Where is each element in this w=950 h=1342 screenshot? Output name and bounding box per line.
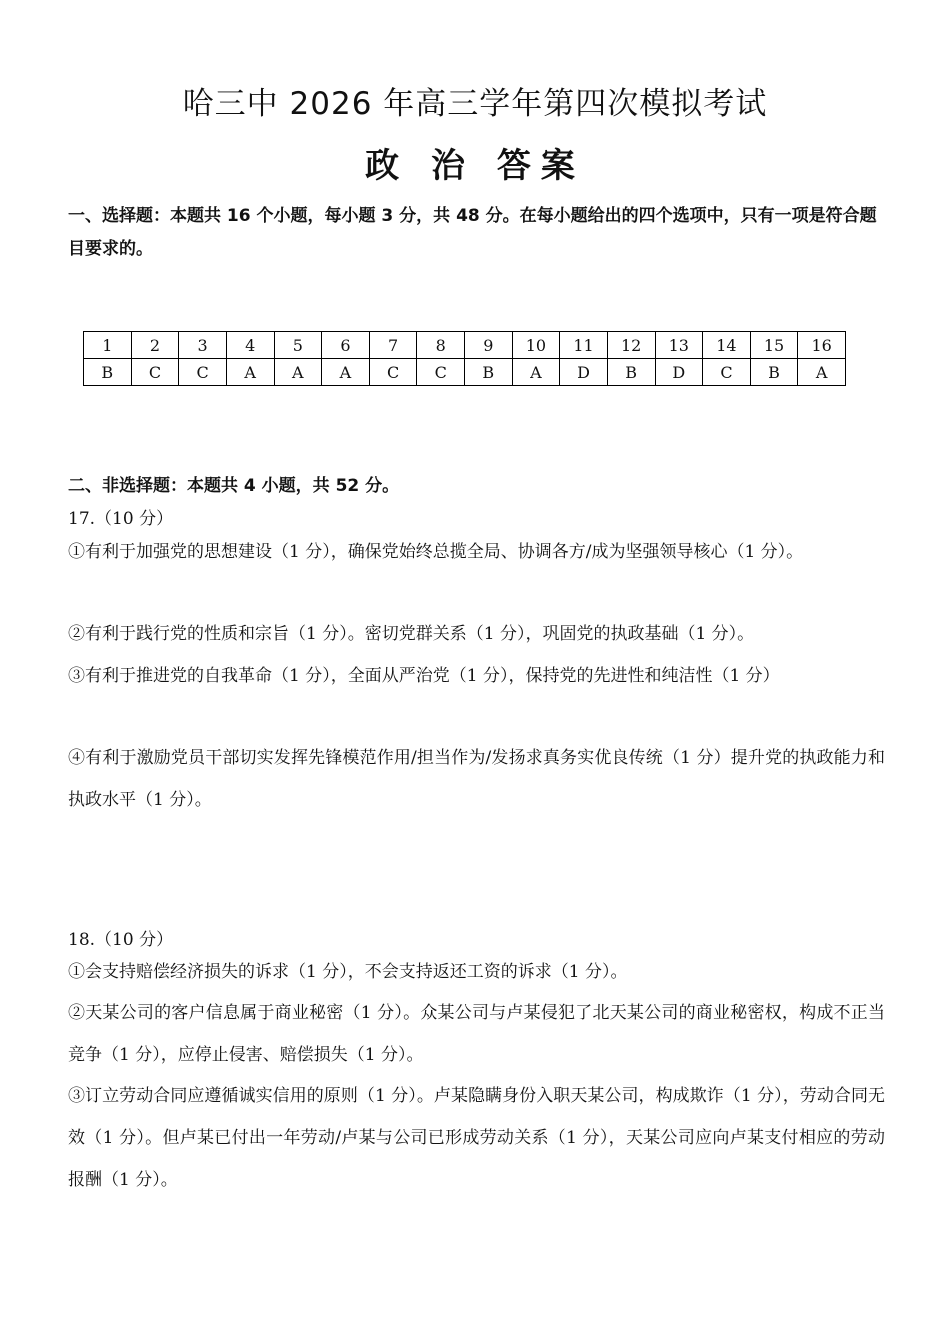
question-number-cell: 9 xyxy=(465,332,513,359)
question-18-point-1: ①会支持赔偿经济损失的诉求（1 分），不会支持返还工资的诉求（1 分）。 xyxy=(68,962,628,982)
question-17-point-4: ④有利于激励党员干部切实发挥先锋模范作用/担当作为/发扬求真务实优良传统（1 分）提升党的执政能力和执政水平（1 分）。 xyxy=(68,748,885,810)
question-number-cell: 13 xyxy=(655,332,703,359)
answer-cell: A xyxy=(512,359,560,386)
page-title: 哈三中 2026 年高三学年第四次模拟考试 xyxy=(182,86,768,122)
question-17-heading: 17.（10 分） xyxy=(68,509,174,529)
section-1-heading: 一、选择题：本题共 16 个小题，每小题 3 分，共 48 分。在每小题给出的四个选项中，只有一项是符合题目要求的。 xyxy=(68,206,877,259)
answer-cell: C xyxy=(417,359,465,386)
answer-cell: C xyxy=(179,359,227,386)
question-18-point-2: ②天某公司的客户信息属于商业秘密（1 分）。众某公司与卢某侵犯了北天某公司的商业秘密权，构成不正当竞争（1 分），应停止侵害、赔偿损失（1 分）。 xyxy=(68,1003,885,1065)
answer-cell: C xyxy=(131,359,179,386)
question-18-point-3: ③订立劳动合同应遵循诚实信用的原则（1 分）。卢某隐瞒身份入职天某公司，构成欺诈（1 分），劳动合同无效（1 分）。但卢某已付出一年劳动/卢某与公司已形成劳动关系（1 分），天某公司应向卢某支付相应的劳动报酬（1 分）。 xyxy=(68,1086,885,1190)
question-number-cell: 5 xyxy=(274,332,322,359)
answer-cell: C xyxy=(703,359,751,386)
question-number-cell: 3 xyxy=(179,332,227,359)
section-2-heading: 二、非选择题：本题共 4 小题，共 52 分。 xyxy=(68,476,400,496)
question-18-heading: 18.（10 分） xyxy=(68,930,174,950)
answer-cell: B xyxy=(607,359,655,386)
answer-cell: A xyxy=(322,359,370,386)
question-number-cell: 11 xyxy=(560,332,608,359)
answer-table-answer-row xyxy=(84,359,846,386)
answer-cell: B xyxy=(750,359,798,386)
question-number-cell: 4 xyxy=(226,332,274,359)
question-number-cell: 12 xyxy=(607,332,655,359)
answer-cell: A xyxy=(798,359,846,386)
question-number-cell: 2 xyxy=(131,332,179,359)
question-number-cell: 1 xyxy=(84,332,132,359)
question-17-point-2: ②有利于践行党的性质和宗旨（1 分）。密切党群关系（1 分），巩固党的执政基础（1 分）。 xyxy=(68,624,755,644)
page-subtitle: 政 治 答案 xyxy=(365,146,585,186)
question-number-cell: 6 xyxy=(322,332,370,359)
question-number-cell: 14 xyxy=(703,332,751,359)
answer-cell: A xyxy=(226,359,274,386)
answer-cell: D xyxy=(655,359,703,386)
answer-cell: B xyxy=(465,359,513,386)
question-number-cell: 10 xyxy=(512,332,560,359)
question-17-point-3: ③有利于推进党的自我革命（1 分），全面从严治党（1 分），保持党的先进性和纯洁性（1 分） xyxy=(68,666,780,686)
answer-cell: A xyxy=(274,359,322,386)
answer-table-number-row xyxy=(84,332,846,359)
question-number-cell: 16 xyxy=(798,332,846,359)
question-number-cell: 15 xyxy=(750,332,798,359)
answer-cell: C xyxy=(369,359,417,386)
answer-cell: B xyxy=(84,359,132,386)
answer-cell: D xyxy=(560,359,608,386)
question-17-point-1: ①有利于加强党的思想建设（1 分），确保党始终总揽全局、协调各方/成为坚强领导核心（1 分）。 xyxy=(68,542,804,562)
question-number-cell: 7 xyxy=(369,332,417,359)
answer-table xyxy=(83,331,846,386)
question-number-cell: 8 xyxy=(417,332,465,359)
